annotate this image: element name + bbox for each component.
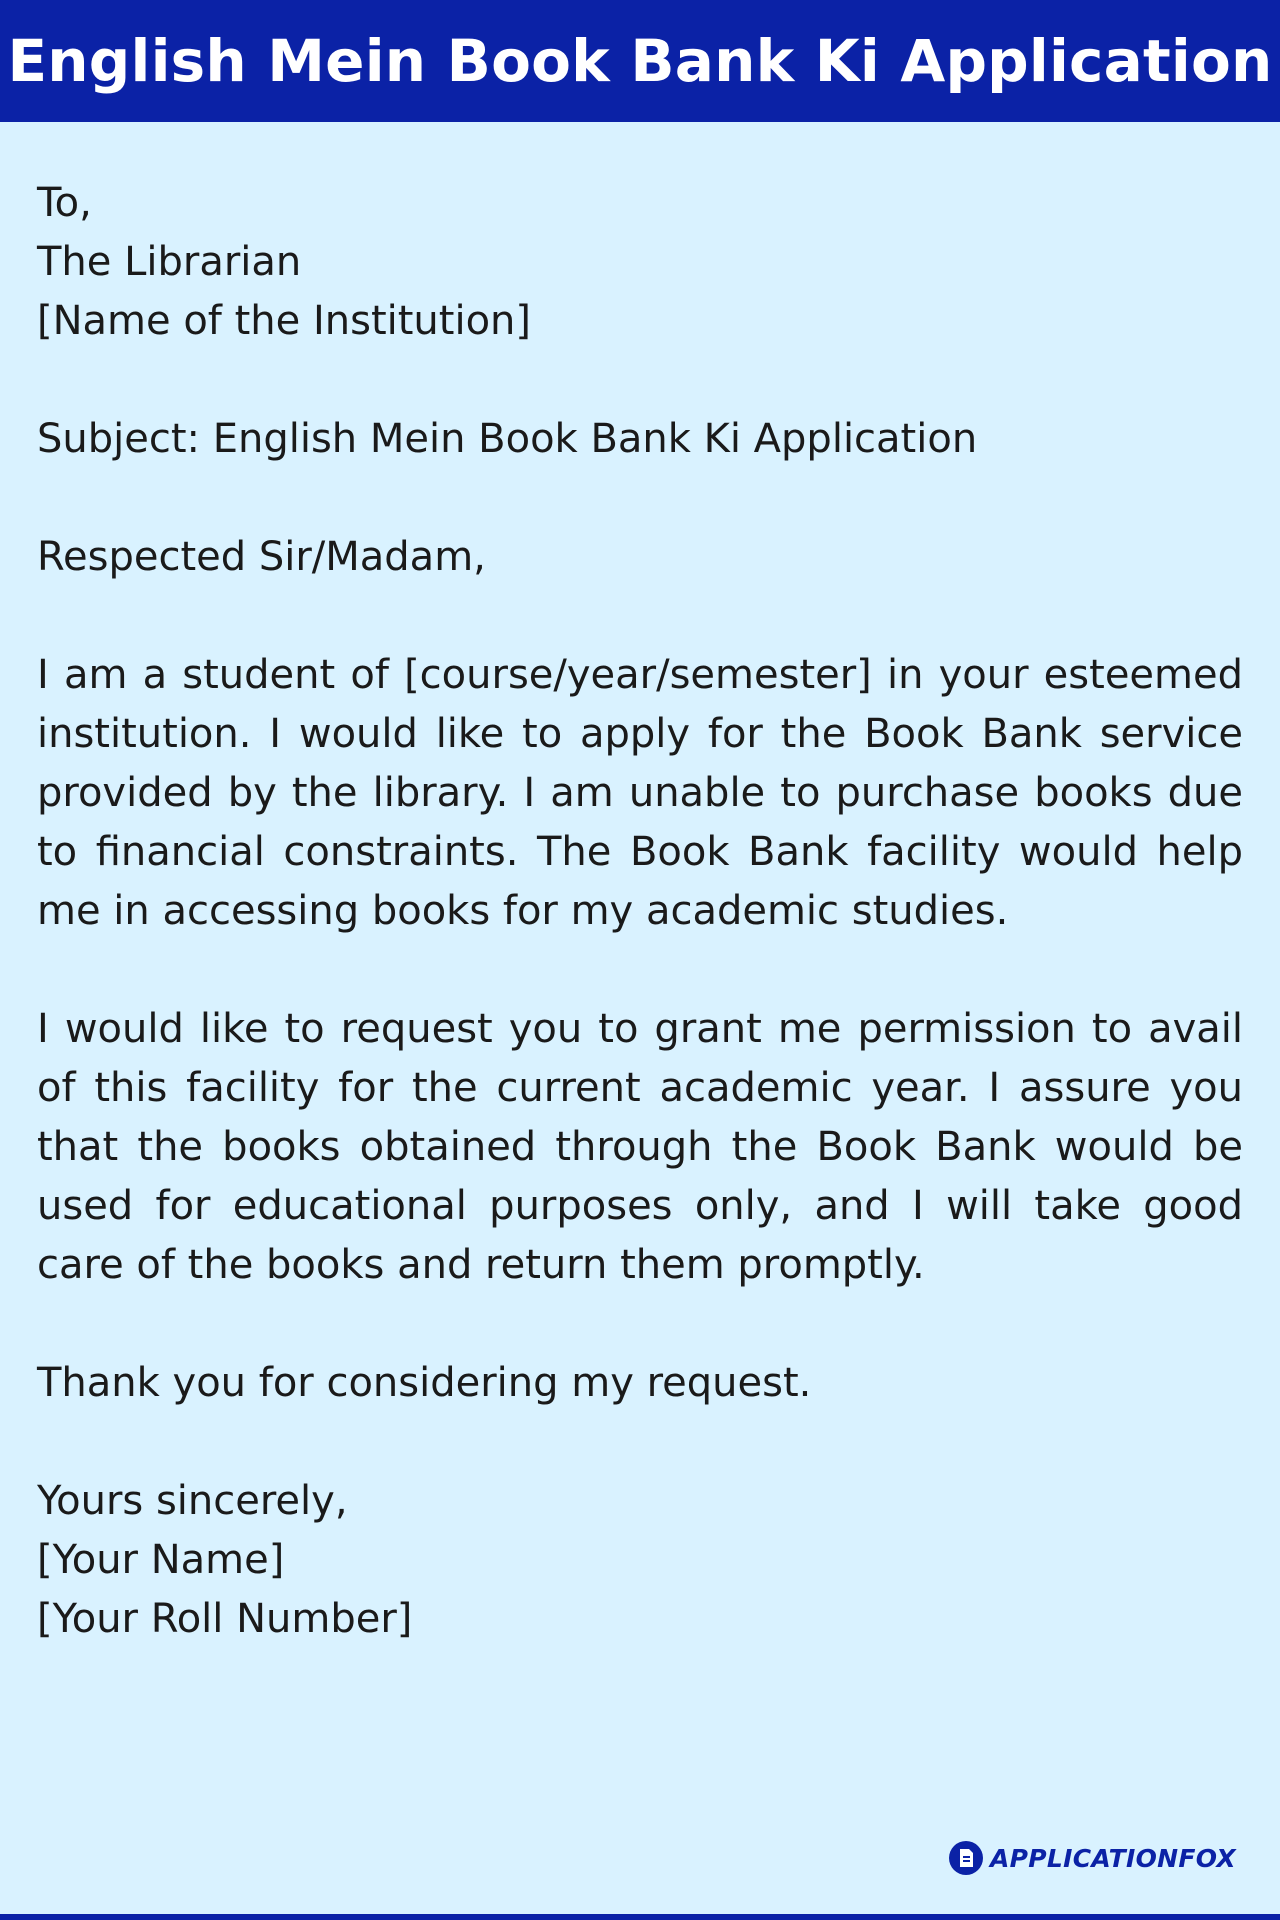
signature-roll-number: [Your Roll Number] [37,1596,413,1642]
body-paragraph-2: I would like to request you to grant me permission to avail of this facility for the current academic year. I assure you that the books obtained through the Book Bank would be used for educational purposes only, and I will take good care of the books and return them promptly. [37,1006,1243,1288]
spacer [37,469,1243,528]
spacer [37,1295,1243,1354]
to-line: To, [37,180,92,226]
page-title: English Mein Book Bank Ki Application [7,27,1273,95]
signature-name: [Your Name] [37,1537,285,1583]
closing-line: Yours sincerely, [37,1478,348,1524]
spacer [37,587,1243,646]
document-icon [948,1840,984,1876]
letter-body [37,174,1243,1649]
page-header [0,0,1280,122]
brand-logo [948,1838,1236,1878]
body-paragraph-1: I am a student of [course/year/semester] in your esteemed institution. I would like to apply for the Book Bank service provided by the library. I am unable to purchase books due to financial constraints. The Book Bank facility would help me in accessing books for my academic studies. [37,652,1243,934]
spacer [37,1413,1243,1472]
subject-line: Subject: English Mein Book Bank Ki Application [37,416,978,462]
brand-name: APPLICATIONFOX [990,1843,1236,1873]
institution-line: [Name of the Institution] [37,298,532,344]
recipient-line: The Librarian [37,239,302,285]
spacer [37,351,1243,410]
salutation-line: Respected Sir/Madam, [37,534,486,580]
thank-you-paragraph: Thank you for considering my request. [37,1360,812,1406]
spacer [37,941,1243,1000]
bottom-bar [0,1914,1280,1920]
